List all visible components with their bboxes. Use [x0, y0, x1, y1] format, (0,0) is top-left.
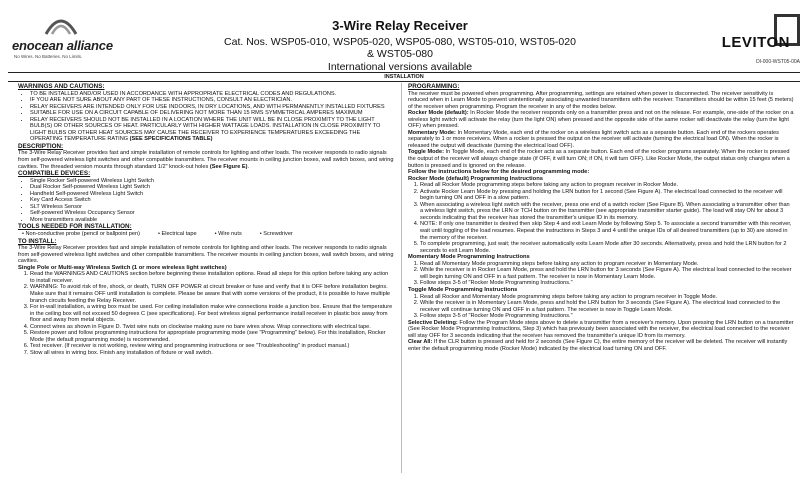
document-number: DI-000-WST05-00A [756, 59, 800, 65]
install-steps [18, 271, 394, 356]
leviton-logo: LEVITON [721, 34, 790, 51]
tool-item: • Non-conductive probe (pencil or ballpoint pen) [22, 231, 140, 238]
description-body: The 3-Wire Relay Receiver provides fast and simple installation of remote controls for lighting and other loads. The receiver responds to radio signals from self-powered wireless light switches and other compatible transmitters. The receiver mounts in ceiling junction boxes, wall switch boxes, and wiring cavities. The threaded version mounts through standard 1/2" knock-out holes [18, 150, 394, 170]
warning-item: • SUITABLE FOR USE ON A CIRCUIT CAPABLE OF DELIVERING NOT MORE THAN 15 RMS SYMMETRICAL AMPERES MAXIMUM [30, 110, 394, 117]
install-step: 6. Test receiver. (If receiver is not working, review wiring and programming instructions or see "Troubleshooting" in product manual.) [30, 343, 394, 350]
warnings-heading: WARNINGS AND CAUTIONS: [18, 83, 105, 90]
rocker-steps [408, 182, 794, 254]
programming-heading: PROGRAMMING: [408, 83, 460, 90]
toggle-mode-paragraph [408, 149, 794, 169]
tools-heading: TOOLS NEEDED FOR INSTALLATION: [18, 223, 132, 231]
left-column [18, 83, 394, 356]
install-step: 2. WARNING: To avoid risk of fire, shock, or death, TURN OFF POWER at circuit breaker or fuse and verify that it is OFF before installation begins. Make sure that it remains OFF until installation is complete. Please be aware that with some versions of the product, it is possible to have multiple branch circuits feeding the Relay Receiver. [30, 284, 394, 304]
compatible-item: • SLT Wireless Sensor [30, 204, 394, 211]
warning-item: • TO BE INSTALLED AND/OR USED IN ACCORDANCE WITH APPROPRIATE ELECTRICAL CODES AND REGULATIONS. [30, 91, 394, 98]
momentary-step: 3. Follow steps 3-5 of "Rocker Mode Programming Instructions." [420, 280, 794, 287]
install-step: 5. Restore power and follow programming instructions for appropriate programming mode (see "Programming" below). For this installation, Rocker Mode (the default programming mode) is recommended. [30, 330, 394, 343]
tools-list [18, 231, 394, 238]
warning-item: • RELAY RECEIVERS ARE INTENDED ONLY FOR USE INDOORS, IN DRY LOCATIONS, AND WITH PERMANENTLY INSTALLED FIXTURES [30, 104, 394, 111]
rocker-programming-heading: Rocker Mode (default) Programming Instructions [408, 175, 543, 182]
description-text: The 3-Wire Relay Receiver provides fast and simple installation of remote controls for lighting and other loads. The receiver responds to radio signals from self-powered wireless light switches and other compatible transmitters. The receiver mounts in ceiling junction boxes, wall switch boxes, and wiring cavities. The threaded version mounts through standard 1/2" knock-out holes (See Figure E). [18, 150, 394, 170]
programming-intro: The receiver must be powered when programming. After programming, settings are retained when power is disconnected. The receiver sensitivity is reduced when in Learn Mode to prevent unintentionally associating unwanted transmitters with the receiver. Transmitters should be within 15 feet (5 meters) of the receiver when programming. Program the receiver in any of the modes below. [408, 90, 794, 110]
rocker-mode-text: In Rocker Mode the receiver responds only on a transmitter press and not on the release. For example, one-side of the rocker on a wireless light switch will activate the relay (turn the light ON) when pressed and the opposite side of the same rocker will deactivate the relay (turn the light OFF) when pressed. [408, 110, 794, 130]
tool-item: • Screwdriver [260, 231, 293, 238]
selective-deleting-text: Follow the Program Mode steps above to delete a transmitter from a receiver's memory. Upon pressing the LRN button on a transmitter (See Rocker Mode Programming Instructions, Step 3) which has previously been associated with the receiver, the electrical load connected to the receiver will stay OFF for 3 seconds indicating that the receiver has removed the transmitter's unique ID from its memory. [408, 319, 794, 339]
warnings-list [18, 91, 394, 143]
tool-item: • Electrical tape [158, 231, 197, 238]
momentary-steps [408, 261, 794, 287]
compatible-item: • Single Rocker Self-powered Wireless Light Switch [30, 178, 394, 185]
install-heading: TO INSTALL: [18, 237, 57, 245]
rocker-mode-label: Rocker Mode (default): [408, 110, 469, 117]
compatible-item: • Key Card Access Switch [30, 197, 394, 204]
momentary-mode-text: In Momentary Mode, each end of the rocker on a wireless light switch acts as a separate button. Each end of the rockers operates separately to 1 or more receivers. When a rocker is pressed the output on the receiver will activate (turning the electrical load ON). When the rocker is released the output will deactivate (turning the electrical load OFF). [408, 129, 779, 149]
enocean-brand-text: enocean alliance [12, 38, 113, 53]
clear-all-text: If the CLR button is pressed and held for 2 seconds (See Figure C), the entire memory of the receiver will be deleted. The receiver will instantly enter the default programming mode (Rocker Mode) indicated by the electrical load turning ON and OFF. [408, 339, 788, 352]
clear-all-paragraph [408, 339, 794, 352]
toggle-step: 2. While the receiver is in Momentary Learn Mode, press and hold the LRN button for 3 seconds (See Figure A). The electrical load connected to the receiver will continue turning ON and OFF in a fast pattern. The receiver is now in Toggle Learn Mode. [420, 300, 794, 313]
warning-item: • IF YOU ARE NOT SURE ABOUT ANY PART OF THESE INSTRUCTIONS, CONSULT AN ELECTRICIAN. [30, 97, 394, 104]
enocean-alliance-logo [12, 14, 122, 64]
selective-deleting-label: Selective Deleting: [408, 319, 458, 326]
header [0, 0, 808, 72]
rocker-step: 4. NOTE: If only one transmitter is desired then skip Step 4 and exit Learn Mode by following Step 5. To associate a second transmitter with this receiver, wait until toggling of the load resumes. Repeat the instructions in Steps 3 and 4 until the unique IDs of all desired transmitters (up to 30) are stored in the memory of the receiver. [420, 221, 794, 241]
tool-item: • Wire nuts [215, 231, 242, 238]
enocean-wave-icon [44, 14, 78, 36]
description-figure-ref: (See Figure E) [209, 163, 248, 170]
toggle-step: 1. Read all Rocker and Momentary Mode programming steps before taking any action to program receiver in Toggle Mode. [420, 294, 794, 301]
compatible-item: • Dual Rocker Self-powered Wireless Light Switch [30, 184, 394, 191]
international-note: International versions available [327, 61, 473, 73]
compatible-list [18, 178, 394, 224]
momentary-step: 1. Read all Momentary Mode programming steps before taking any action to program receiver in Momentary Mode. [420, 261, 794, 268]
install-step: 4. Connect wires as shown in Figure D. Twist wire nuts on clockwise making sure no bare wires show. Wrap connections with electrical tape. [30, 324, 394, 331]
title-block [220, 18, 580, 73]
clear-all-label: Clear All: [408, 339, 433, 346]
momentary-mode-paragraph [408, 130, 794, 150]
momentary-step: 2. While the receiver is in Rocker Learn Mode, press and hold the LRN button for 3 seconds (See Figure A). The electrical load connected to the receiver will begin turning ON and OFF in a fast pattern. The receiver is now in Momentary Learn Mode. [420, 267, 794, 280]
warning-spec-ref: (SEE SPECIFICATIONS TABLE) [129, 136, 213, 143]
compatible-item: • Self-powered Wireless Occupancy Sensor [30, 210, 394, 217]
toggle-mode-text: In Toggle Mode, each end of the rocker acts as a separate button. Each end of the rocker programs separately. When the rocker is pressed the output of the receiver will always change state (if OFF, it will turn ON; if ON, it will turn OFF). Like Rocker Mode, the output status only changes when a button is pressed and is ignored on the release. [408, 149, 790, 169]
install-step: 1. Read the WARNINGS AND CAUTIONS section before beginning these installation options. Read all steps for this option before taking any action to install receiver. [30, 271, 394, 284]
warning-item [30, 117, 394, 143]
catalog-numbers: Cat. Nos. WSP05-010, WSP05-020, WSP05-080, WST05-010, WST05-020 & WST05-080 [224, 36, 576, 60]
section-bar [8, 72, 800, 82]
rocker-step: 1. Read all Rocker Mode programming steps before taking any action to program receiver in Rocker Mode. [420, 182, 794, 189]
enocean-tagline: No Wires. No Batteries. No Limits. [14, 54, 83, 59]
toggle-step: 3. Follow steps 3-5 of "Rocker Mode Programming Instructions." [420, 313, 794, 320]
selective-deleting-paragraph [408, 320, 794, 340]
install-step: 7. Stow all wires in wiring box. Finish any installation of fixture or wall switch. [30, 350, 394, 357]
section-bar-label: INSTALLATION [384, 74, 424, 80]
rocker-step: 3. When associating a wireless light switch with the receiver, press one end of a switch rocker (See Figure B). When associating a transmitter other than a wireless light switch, press the LRN or TCH button on the transmitter (see appropriate transmitter starter guide). The load will stay ON for about 3 seconds indicating that the receiver has stored the transmitter's unique ID in its memory. [420, 202, 794, 222]
follow-heading: Follow the instructions below for the desired programming mode: [408, 169, 590, 176]
toggle-mode-label: Toggle Mode: [408, 149, 444, 156]
column-divider [401, 83, 402, 473]
toggle-programming-heading: Toggle Mode Programming Instructions [408, 286, 518, 293]
momentary-programming-heading: Momentary Mode Programming Instructions [408, 254, 530, 261]
install-step: 3. For in-wall installation, a wiring box must be used. For ceiling installation make wire connections inside a junction box. Ensure that the temperature in the ceiling box will not exceed 50 degrees C (see specifications). For best wireless signal performance install receiver in plastic box away from floor and away from metal objects. [30, 304, 394, 324]
single-pole-heading: Single Pole or Multi-way Wireless Switch (1 or more wireless light switches) [18, 264, 227, 271]
compatible-heading: COMPATIBLE DEVICES: [18, 170, 91, 178]
right-column [408, 83, 794, 352]
rocker-step: 2. Activate Rocker Learn Mode by pressing and holding the LRN button for 1 second (See Figure A). The electrical load connected to the receiver will begin turning ON and OFF in a slow pattern. [420, 189, 794, 202]
compatible-item: • More transmitters available [30, 217, 394, 224]
toggle-steps [408, 294, 794, 320]
rocker-mode-paragraph [408, 110, 794, 130]
description-heading: DESCRIPTION: [18, 142, 64, 150]
rocker-step: 5. To complete programming, just wait; the receiver automatically exits Learn Mode after 30 seconds. Alternatively, press and hold the LRN button for 2 seconds to exit Learn Mode. [420, 241, 794, 254]
warning-item-text: RELAY RECEIVERS SHOULD NOT BE INSTALLED IN A LOCATION WHERE THE UNIT WILL BE IN CLOSE PROXIMITY TO THE LIGHT BULB(S) OR OTHER SOURCES OF HEAT. PARTICULARLY WITH HIGHER WATTAGE LOADS. INSTALLATION IN CLOSE PROXIMITY TO LIGHT BULBS OR OTHER HEAT SOURCES MAY CAUSE THE RECEIVER TO EXPERIENCE TEMPERATURES EXCEEDING THE OPERATING TEMPERATURE RATING [30, 116, 381, 143]
install-intro: The 3-Wire Relay Receiver provides fast and simple installation of remote controls for lighting and other loads. The receiver responds to radio signals from self-powered wireless light switches and other compatible transmitters. The receiver mounts in ceiling junction boxes, wall switch boxes, and wiring cavities. [18, 245, 394, 265]
momentary-mode-label: Momentary Mode: [408, 129, 456, 136]
page-title: 3-Wire Relay Receiver [332, 18, 468, 33]
compatible-item: • Handheld Self-powered Wireless Light Switch [30, 191, 394, 198]
